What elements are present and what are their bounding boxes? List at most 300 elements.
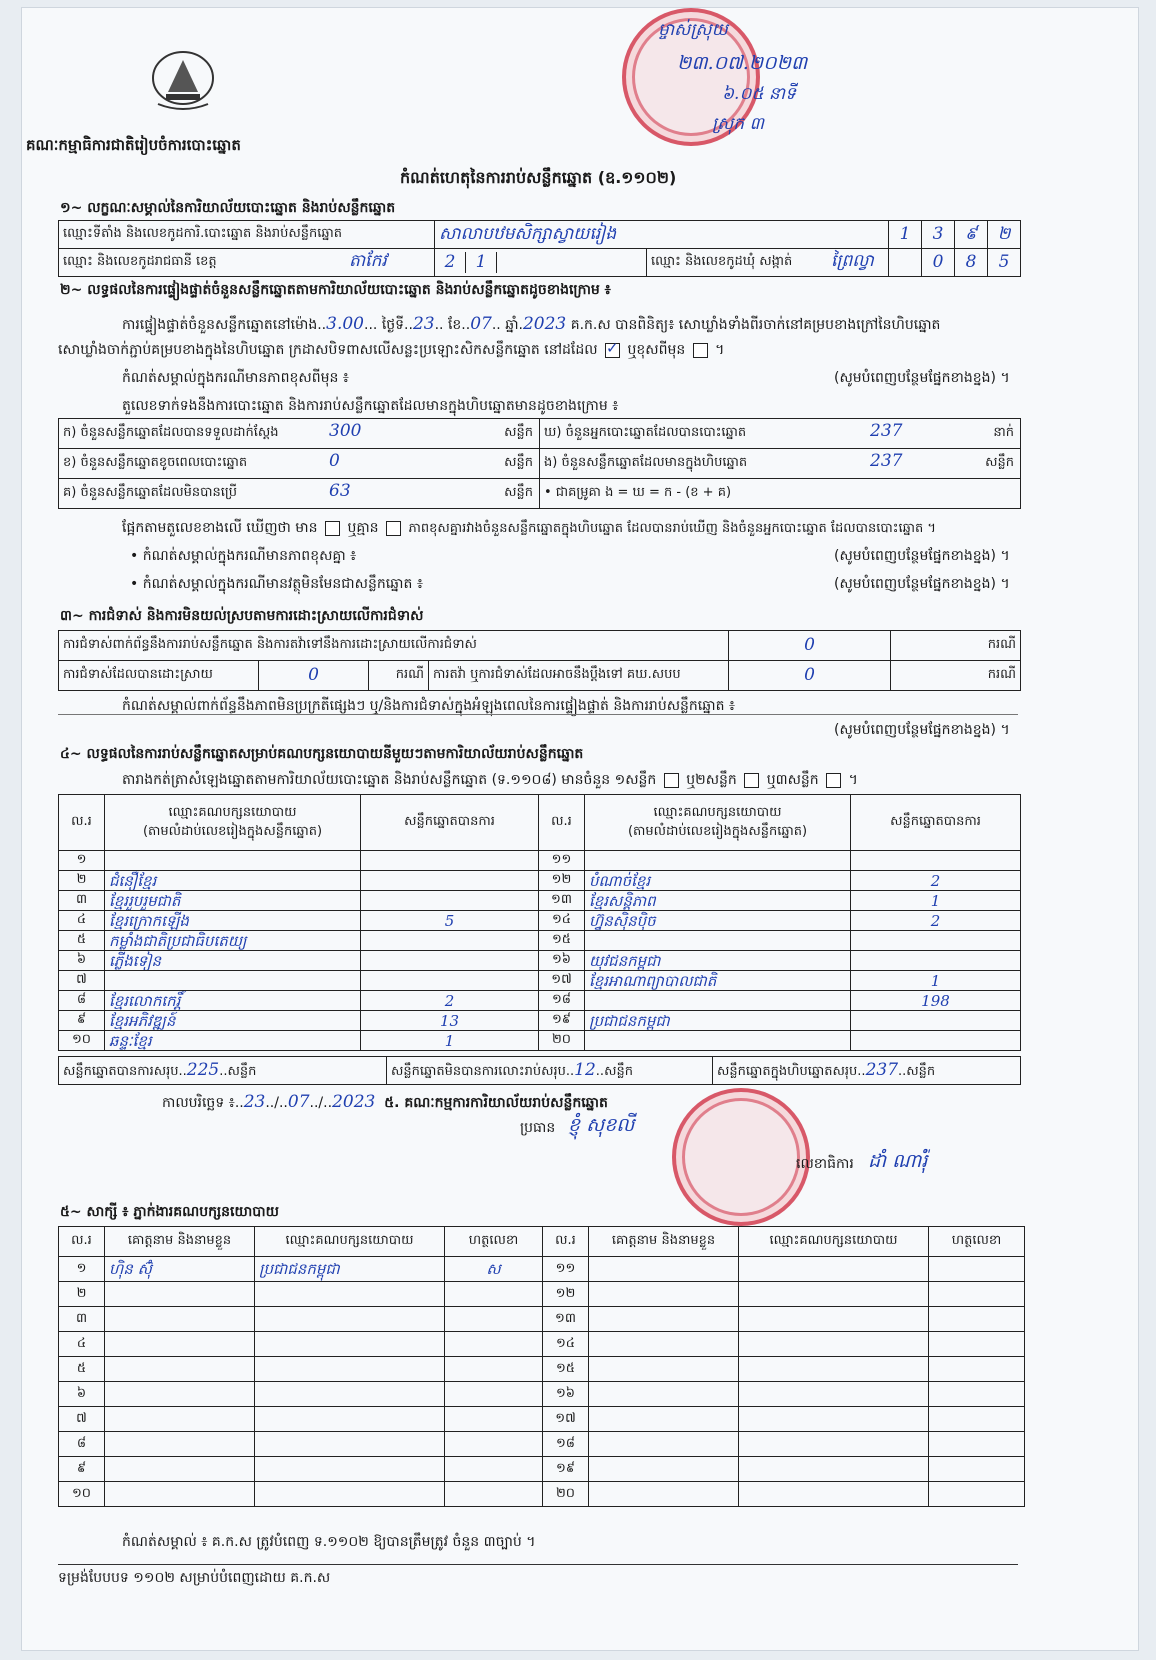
witness-row [59,1332,1025,1357]
same-checkbox[interactable] [605,343,620,358]
witness-no: ១០ [71,1485,92,1501]
received-label: ក) ចំនួនសន្លឹកឆ្នោតដែលបានទទួលដាក់ស្ដែង [63,425,279,440]
no-difference-checkbox[interactable] [386,521,401,536]
result-no-cell [539,931,585,951]
result-no-cell [59,871,105,891]
witness-name-cell [589,1307,739,1332]
total-invalid-unit: សន្លឹក [604,1063,633,1079]
witness-no-cell [543,1382,589,1407]
witness-no: ១ [76,1260,87,1276]
witness-row [59,1432,1025,1457]
president-label: ប្រធាន [520,1120,556,1136]
result-no-cell [539,851,585,871]
witness-name-cell [589,1357,739,1382]
witness-no: ១៧ [555,1410,576,1426]
witness-no: ១២ [555,1285,576,1301]
unused-label: គ) ចំនួនសន្លឹកឆ្នោតដែលមិនបានប្រើ [63,485,237,500]
result-no-cell [539,1031,585,1051]
value-province: តាកែវ [349,251,387,271]
loc-code-2: 3 [932,224,944,245]
witness-no: ៤ [76,1335,87,1351]
result-no-cell [539,971,585,991]
has-difference-checkbox[interactable] [325,521,340,536]
witness-no: ៩ [76,1460,87,1476]
footer-text: ទម្រង់បែបបទ ១១០២ សម្រាប់បំពេញដោយ គ.ក.ស [58,1570,331,1586]
committee-name: គណៈកម្មាធិការជាតិរៀបចំការបោះឆ្នោត [26,136,241,154]
result-party: កម្លាំងជាតិប្រជាធិបតេយ្យ [109,931,247,950]
appeal-value: 0 [804,665,815,686]
result-party: ខ្មែរអភិវឌ្ឍន៍ [109,1011,176,1030]
result-party-cell [105,1011,361,1031]
w-col-party-right: ឈ្មោះគណបក្សនយោបាយ [739,1227,929,1257]
three-sheets-label: ឬ៣សន្លឹក [766,772,819,788]
witness-sign-cell [445,1257,543,1282]
result-no-cell [59,1011,105,1031]
witness-name-cell [105,1282,255,1307]
label-province: ឈ្មោះ និងលេខកូដរាជធានី ខេត្ត [63,254,217,269]
result-no-cell [59,911,105,931]
tally-sheets-line: តារាងកត់ត្រាសំឡេងឆ្នោតតាមការិយាល័យបោះឆ្នោត និងរាប់សន្លឹកឆ្នោត (ទ.១១០៨) មានចំនួន ១សន្លឹក ឬ២សន្លឹក ឬ៣សន្លឹក ។ [122,772,858,788]
difference-text-b: ឬគ្មាន [347,520,379,536]
result-party-cell [105,871,361,891]
unused-unit: សន្លឹក [504,485,533,500]
result-no: ១៩ [551,1012,572,1027]
witness-no: ១៩ [555,1460,576,1476]
results-row [59,871,1021,891]
result-no: ១ [76,852,87,867]
result-votes-cell [361,871,539,891]
results-row [59,1011,1021,1031]
result-no-cell [539,951,585,971]
witness-no: ១១ [555,1260,576,1276]
witness-name-cell [105,1257,255,1282]
result-party-cell [105,911,361,931]
witness-sign-cell [445,1482,543,1507]
results-row [59,891,1021,911]
result-party-cell [105,851,361,871]
witness-no-cell [59,1457,105,1482]
verification-day: 23 [412,314,435,334]
witness-party-cell [255,1407,445,1432]
result-votes-cell [361,891,539,911]
verification-text: គ.ក.ស បានពិនិត្យ៖ សោឃ្លាំងទាំងពីរចាក់នៅគម្របខាងក្រៅនៃហិបឆ្នោត [570,317,941,333]
result-party-cell [105,891,361,911]
result-party-cell [585,1031,851,1051]
total-box-unit: សន្លឹក [906,1063,936,1079]
witness-sign-cell [445,1407,543,1432]
seal-line: សោឃ្លាំងចាក់ភ្ជាប់គម្របខាងក្នុងនៃហិបឆ្នោត ក្រដាសបិទពាសលើសន្លះប្រឡោះសិកសន្លឹកឆ្នោត នៅដដែល ✓ ឬខុសពីមុន ។ [58,342,724,359]
result-party-cell [105,971,361,991]
result-party-cell [585,851,851,871]
result-votes: 1 [930,971,941,990]
loc-code-4: ២ [997,224,1011,245]
result-votes-cell [361,971,539,991]
results-row [59,991,1021,1011]
witness-no-cell [59,1332,105,1357]
witness-sign-cell [445,1307,543,1332]
result-votes-cell [361,911,539,931]
inbox-label: ង) ចំនួនសន្លឹកឆ្នោតដែលមានក្នុងហិបឆ្នោត [544,455,748,470]
witness-no-cell [59,1257,105,1282]
date-line: កាលបរិច្ឆេទ ៖..23../..07../..2023 ៥. គណៈកម្មការការិយាល័យរាប់សន្លឹកឆ្នោត [162,1092,608,1112]
w-col-sign-right: ហត្ថលេខា [929,1227,1025,1257]
witness-no-cell [59,1382,105,1407]
result-votes-cell [851,931,1021,951]
result-votes-cell [361,991,539,1011]
results-row [59,1031,1021,1051]
result-party-cell [585,911,851,931]
result-party: ខ្មែររួបរួមជាតិ [109,891,181,910]
result-no: ១៨ [551,992,572,1007]
voted-value: 237 [870,421,903,441]
result-no: ១៣ [551,892,572,907]
witness-sign-cell [929,1257,1025,1282]
result-votes: 198 [921,991,950,1010]
result-no-cell [539,911,585,931]
spoiled-value: 0 [329,451,340,471]
w-col-name-left: គោត្តនាម និងនាមខ្លួន [105,1227,255,1257]
section4-heading: ៤~ លទ្ធផលនៃការរាប់សន្លឹកឆ្នោតសម្រាប់គណបក្សនយោបាយនីមួយៗតាមការិយាល័យរាប់សន្លឹកឆ្នោត [60,746,584,762]
witness-party-cell [255,1357,445,1382]
witness-name-cell [105,1432,255,1457]
spoiled-unit: សន្លឹក [504,455,533,470]
result-votes-cell [361,1031,539,1051]
result-votes: 2 [930,911,941,930]
witness-party-cell [739,1482,929,1507]
witness-party: ប្រជាជនកម្ពុជា [259,1260,340,1278]
witness-name: ហ៊ិន ស៊ុំ [109,1260,152,1278]
witness-party-cell [255,1432,445,1457]
result-no-cell [59,931,105,951]
witness-sign-cell [929,1382,1025,1407]
col-votes-left: សន្លឹកឆ្នោតបានការ [361,795,539,851]
note-difference-hint: (សូមបំពេញបន្ថែមផ្នែកខាងខ្នង) ។ [834,548,1010,564]
witness-sign-cell [929,1357,1025,1382]
witness-sign-cell [929,1457,1025,1482]
three-sheets-checkbox[interactable] [826,773,841,788]
changed-checkbox[interactable] [693,343,708,358]
witness-sign-cell [929,1432,1025,1457]
witness-party-cell [739,1382,929,1407]
section3-heading: ៣~ ការជំទាស់ និងការមិនយល់ស្របតាមការដោះស្រាយលើការជំទាស់ [60,608,424,624]
witness-no-cell [543,1407,589,1432]
witness-no-cell [543,1357,589,1382]
witness-name-cell [589,1482,739,1507]
result-party: ភ្លើងទៀន [109,951,162,970]
note-diff-label: កំណត់សម្គាល់ក្នុងករណីមានភាពខុសពីមុន ៖ [122,370,349,386]
complaints-label: ការជំទាស់ពាក់ព័ន្ធនឹងការរាប់សន្លឹកឆ្នោត និងការតវ៉ាទៅនឹងការដោះស្រាយលើការជំទាស់ [59,631,729,661]
witness-no: ៥ [76,1360,87,1376]
witness-party-cell [739,1282,929,1307]
tally-sheets-text: តារាងកត់ត្រាសំឡេងឆ្នោតតាមការិយាល័យបោះឆ្នោត និងរាប់សន្លឹកឆ្នោត (ទ.១១០៨) មានចំនួន ១សន្លឹក [122,772,657,788]
witness-name-cell [589,1432,739,1457]
witness-row [59,1407,1025,1432]
result-votes-cell [361,951,539,971]
col-party-right-sub: (តាមលំដាប់លេខរៀងក្នុងសន្លឹកឆ្នោត) [627,823,808,839]
witness-name-cell [105,1307,255,1332]
result-votes: 2 [930,871,941,890]
results-row [59,971,1021,991]
difference-text-a: ផ្អែកតាមតួលេខខាងលើ ឃើញថា មាន [122,520,318,536]
secretary-label: លេខាធិការ [796,1156,854,1172]
witness-no: ២ [76,1285,87,1301]
col-no-left: ល.រ [59,795,105,851]
committee-label: ៥. គណៈកម្មការការិយាល័យរាប់សន្លឹកឆ្នោត [384,1095,608,1111]
witness-sign-cell [445,1282,543,1307]
result-party-cell [105,1031,361,1051]
witness-table [58,1226,1025,1507]
witness-sign-cell [929,1282,1025,1307]
nec-emblem-icon [146,48,220,112]
witness-no: ១៦ [555,1385,576,1401]
inbox-value: 237 [870,451,903,471]
witness-no-cell [543,1482,589,1507]
commune-code-2: 8 [965,252,977,273]
result-votes-cell [361,851,539,871]
resolved-unit: ករណី [369,661,429,691]
results-row [59,851,1021,871]
note-difference-label: • កំណត់សម្គាល់ក្នុងករណីមានភាពខុសគ្នា ៖ [130,548,357,564]
one-sheet-checkbox[interactable] [664,773,679,788]
witness-sign-cell [445,1457,543,1482]
witness-party-cell [255,1332,445,1357]
result-votes-cell [361,1011,539,1031]
result-party-cell [585,871,851,891]
col-party-left-title: ឈ្មោះគណបក្សនយោបាយ [168,805,297,821]
witness-party-cell [739,1332,929,1357]
witness-sign-cell [929,1407,1025,1432]
witness-no: ១៥ [555,1360,576,1376]
witness-sign: ស [486,1260,501,1278]
verification-time: 3.00 [326,314,364,334]
verification-year: 2023 [522,314,567,334]
president-name: ខ្ញុំ សុខលី [568,1114,635,1136]
result-no: ៧ [76,972,87,987]
result-no-cell [59,951,105,971]
witness-no: ៣ [75,1310,88,1326]
witness-party-cell [255,1282,445,1307]
witness-party-cell [255,1307,445,1332]
result-party: ខ្មែរក្រោកឡើង [109,911,189,930]
witness-sign-cell [929,1332,1025,1357]
note-foreign-hint: (សូមបំពេញបន្ថែមផ្នែកខាងខ្នង) ។ [834,576,1010,592]
commune-code-3: 5 [998,252,1010,273]
label-polling-location: ឈ្មោះទីតាំង និងលេខកូដការិ.បោះឆ្នោត និងរាប់សន្លឹកឆ្នោត [59,221,435,249]
result-no-cell [539,871,585,891]
witness-party-cell [739,1432,929,1457]
complaints-table [58,630,1021,691]
witness-no-cell [543,1332,589,1357]
form-sheet [22,8,1138,1650]
witness-sign-cell [445,1357,543,1382]
results-row [59,911,1021,931]
section1-heading: ១~ លក្ខណៈសម្គាល់នៃការិយាល័យបោះឆ្នោត និងរាប់សន្លឹកឆ្នោត [60,200,396,216]
value-commune: ព្រៃល្វា [831,251,874,271]
footnote: កំណត់សម្គាល់ ៖ គ.ក.ស ត្រូវបំពេញ ទ.១១០២ ឱ្យបានត្រឹមត្រូវ ចំនួន ៣ច្បាប់ ។ [122,1534,536,1550]
result-party-cell [585,1011,851,1031]
result-votes: 2 [444,991,455,1010]
witness-no-cell [543,1432,589,1457]
witness-no-cell [59,1407,105,1432]
result-party: ឆន្ទៈខ្មែរ [109,1031,152,1050]
col-party-left [105,795,361,851]
label-commune: ឈ្មោះ និងលេខកូដឃុំ សង្កាត់ [651,254,793,269]
result-votes-cell [851,911,1021,931]
note-diff-hint: (សូមបំពេញបន្ថែមផ្នែកខាងខ្នង) ។ [834,370,1010,386]
total-valid-unit: សន្លឹក [227,1063,257,1079]
witness-no: ៦ [76,1385,87,1401]
result-party: បំណាច់ខ្មែរ [589,871,651,890]
irregularity-note: កំណត់សម្គាល់ពាក់ព័ន្ធនឹងភាពមិនប្រក្រតីផ្សេងៗ ឬ/និងការជំទាស់ក្នុងអំឡុងពេលនៃការផ្ទៀងផ្ទាត់ និងការរាប់សន្លឹកឆ្នោត ៖ [122,698,736,714]
unused-value: 63 [329,481,351,501]
result-party: ខ្មែរលោកកេរ្តិ៍ [109,991,181,1010]
result-no: ២០ [551,1032,572,1047]
results-totals: សន្លឹកឆ្នោតបានការសរុប..225..សន្លឹក សន្លឹកឆ្នោតមិនបានការលោះរាប់សរុប..12..សន្លឹក សន្លឹកឆ្នោតក្នុងហិបឆ្នោតសរុប..237..សន្លឹក [58,1056,1021,1085]
date-day: 23 [243,1092,266,1112]
col-party-left-sub: (តាមលំដាប់លេខរៀងក្នុងសន្លឹកឆ្នោត) [142,823,323,839]
w-col-name-right: គោត្តនាម និងនាមខ្លួន [589,1227,739,1257]
section1-table [58,220,1021,277]
result-no-cell [59,971,105,991]
value-polling-location: សាលាបឋមសិក្សាស្វាយរៀង [439,224,617,245]
result-votes: 1 [930,891,941,910]
result-no-cell [539,891,585,911]
result-no: ៤ [76,912,87,927]
result-no: ៦ [76,952,87,967]
two-sheets-label: ឬ២សន្លឹក [686,772,737,788]
witness-no: ២០ [555,1485,576,1501]
witness-name-cell [589,1282,739,1307]
seal-text: សោឃ្លាំងចាក់ភ្ជាប់គម្របខាងក្នុងនៃហិបឆ្នោត ក្រដាសបិទពាសលើសន្លះប្រឡោះសិកសន្លឹកឆ្នោត នៅដដែល [58,342,598,358]
witness-row [59,1257,1025,1282]
result-party: ខ្មែរសន្តិភាព [589,891,656,910]
witness-name-cell [589,1457,739,1482]
result-no: ៣ [75,892,88,907]
difference-line [122,520,936,537]
witness-row [59,1282,1025,1307]
figures-intro: តួលេខទាក់ទងនឹងការបោះឆ្នោត និងការរាប់សន្លឹកឆ្នោតដែលមានក្នុងហិបឆ្នោតមានដូចខាងក្រោម ៖ [122,398,619,414]
result-no: ៩ [76,1012,87,1027]
result-party-cell [585,971,851,991]
total-box-label: សន្លឹកឆ្នោតក្នុងហិបឆ្នោតសរុប [717,1063,858,1079]
result-votes-cell [851,1011,1021,1031]
result-no-cell [59,851,105,871]
witness-party-cell [255,1457,445,1482]
results-row [59,931,1021,951]
footer-rule [58,1564,1018,1565]
witness-name-cell [105,1482,255,1507]
prov-code-2: 1 [466,252,497,272]
result-party-cell [105,951,361,971]
result-votes-cell [851,991,1021,1011]
witness-party-cell [739,1407,929,1432]
received-value: 300 [329,421,362,441]
appeal-label: ការតវ៉ា ឬការជំទាស់ដែលអាចនឹងប្ដឹងទៅ គឃ.សបប [429,661,729,691]
results-row [59,951,1021,971]
witness-no-cell [59,1432,105,1457]
witness-no: ១៨ [555,1435,576,1451]
dotted-line [58,714,1018,715]
result-no-cell [539,991,585,1011]
spoiled-label: ខ) ចំនួនសន្លឹកឆ្នោតខូចពេលបោះឆ្នោត [63,455,248,470]
verification-month: 07 [470,314,492,334]
note-foreign-label: • កំណត់សម្គាល់ក្នុងករណីមានវត្ថុមិនមែនជាសន្លឹកឆ្នោត ៖ [130,576,423,592]
witness-no-cell [59,1357,105,1382]
witness-no-cell [543,1457,589,1482]
w-col-sign-left: ហត្ថលេខា [445,1227,543,1257]
section2-heading: ២~ លទ្ធផលនៃការផ្ទៀងផ្ទាត់ចំនួនសន្លឹកឆ្នោតតាមការិយាល័យបោះឆ្នោត និងរាប់សន្លឹកឆ្នោតដូចខាងក្រោម ៖ [60,282,611,298]
result-no: ១៤ [551,912,572,927]
witness-sign-cell [445,1432,543,1457]
result-no-cell [539,1011,585,1031]
results-table [58,794,1021,1051]
result-party-cell [105,931,361,951]
result-no: ១៥ [551,932,572,947]
witness-no: ១៤ [555,1335,576,1351]
witness-name-cell [589,1332,739,1357]
two-sheets-checkbox[interactable] [744,773,759,788]
difference-text-c: ភាពខុសគ្នារវាងចំនួនសន្លឹកឆ្នោតក្នុងហិបឆ្នោត ដែលបានរាប់ឃើញ និងចំនួនអ្នកបោះឆ្នោត ដែលបានបោះឆ្នោត ។ [408,521,936,536]
stamp-note-sign: ស្រុក ៣ [712,114,764,134]
result-no: ១១ [551,852,572,867]
result-votes-cell [851,951,1021,971]
witness-row [59,1457,1025,1482]
witness-row [59,1357,1025,1382]
w-col-party-left: ឈ្មោះគណបក្សនយោបាយ [255,1227,445,1257]
secretary-name: ដាំ ណារ៉ុំ [868,1150,928,1172]
witness-sign-cell [445,1332,543,1357]
witness-no: ១៣ [555,1310,576,1326]
verification-day-label: ថ្ងៃទី [381,317,405,333]
result-party: ហ្វ៊ុនស៊ិនប៉ិច [589,911,656,930]
witness-party-cell [255,1382,445,1407]
witness-name-cell [589,1382,739,1407]
witness-no: ៧ [76,1410,87,1426]
result-votes-cell [361,931,539,951]
complaints-unit: ករណី [891,631,1021,661]
date-label: កាលបរិច្ឆេទ ៖ [162,1095,235,1111]
witness-no-cell [543,1282,589,1307]
inbox-unit: សន្លឹក [985,455,1014,470]
total-box-value: 237 [865,1059,899,1080]
witness-party-cell [255,1482,445,1507]
result-votes-cell [851,851,1021,871]
resolved-label: ការជំទាស់ដែលបានដោះស្រាយ [59,661,259,691]
prov-code-1: 2 [435,252,466,272]
changed-label: ឬខុសពីមុន [627,342,686,358]
result-no: ១០ [71,1032,92,1047]
commune-code-1: 0 [932,252,944,273]
verification-month-label: ខែ [447,317,462,333]
official-stamp-bottom [672,1088,810,1226]
result-no: ៨ [76,992,87,1007]
col-party-right [585,795,851,851]
col-no-right: ល.រ [539,795,585,851]
result-no: ១៦ [551,952,572,967]
witness-name-cell [105,1332,255,1357]
result-votes: 1 [444,1031,455,1050]
witness-party-cell [739,1457,929,1482]
witness-party-cell [739,1257,929,1282]
verification-time-label: ការផ្ទៀងផ្ទាត់ចំនួនសន្លឹកឆ្នោតនៅម៉ោង [122,317,318,333]
result-votes-cell [851,1031,1021,1051]
witness-party-cell [255,1257,445,1282]
w-col-no-left: ល.រ [59,1227,105,1257]
witness-sign-cell [445,1382,543,1407]
witness-sign-cell [929,1307,1025,1332]
date-month: 07 [287,1092,310,1112]
result-no: ១៧ [551,972,572,987]
